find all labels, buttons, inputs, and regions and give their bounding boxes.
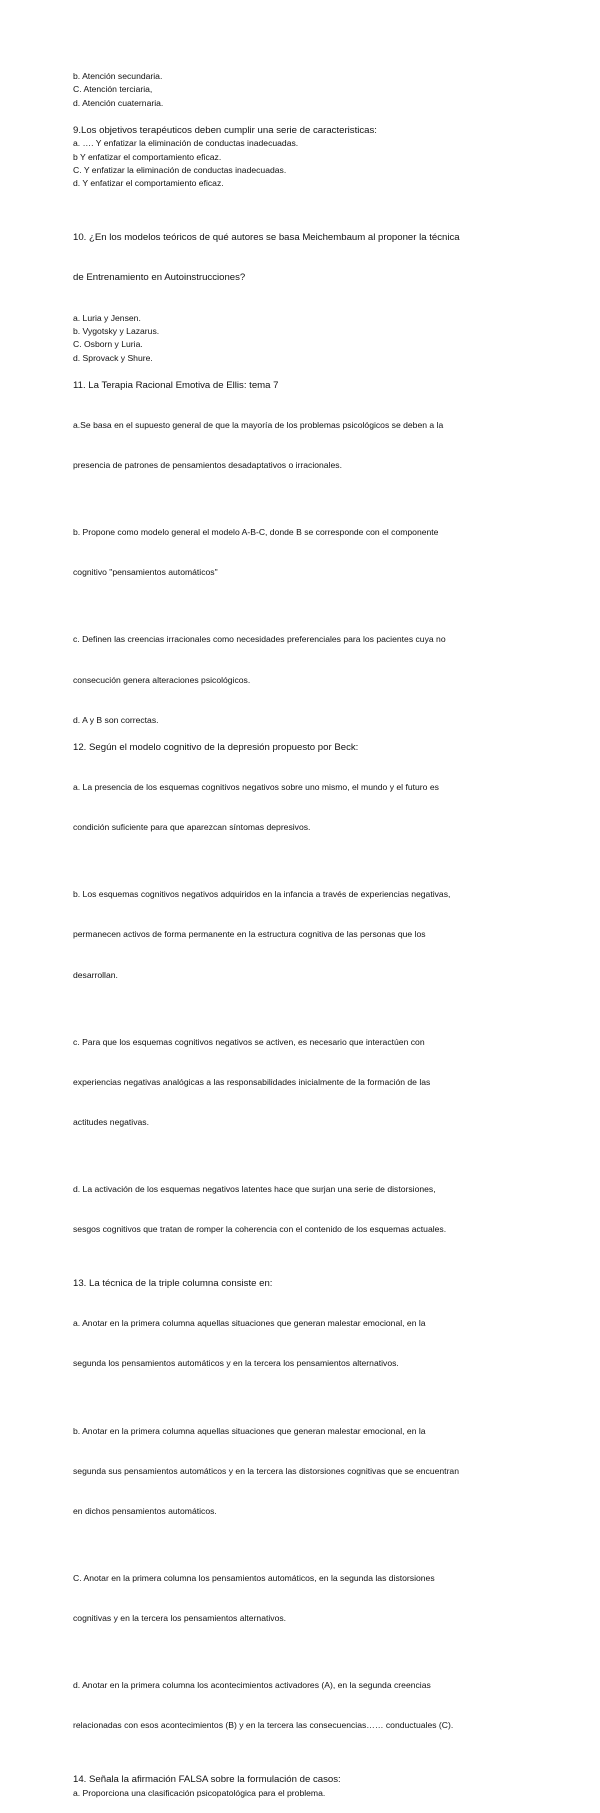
question-13-text: 13. La técnica de la triple columna consiste en: — [73, 1278, 273, 1290]
option-c: C. Atención terciaria, — [73, 84, 153, 95]
option-b: b. Atención secundaria. — [73, 71, 163, 81]
question-9-block — [73, 124, 533, 191]
option-a-line-1: a. La presencia de los esquemas cognitivos negativos sobre uno mismo, el mundo y el futuro es — [73, 781, 439, 792]
option-a — [73, 754, 533, 861]
option-d: d. Y enfatizar el comportamiento eficaz. — [73, 178, 224, 189]
question-14-block — [73, 1773, 533, 1800]
option-c-line-2: experiencias negativas analógicas a las responsabilidades inicialmente de la formación de las — [73, 1076, 431, 1087]
option-d-line-1: d. La activación de los esquemas negativos latentes hace que surjan una serie de distorsiones, — [73, 1184, 436, 1195]
option-d: d. Atención cuaternaria. — [73, 97, 164, 108]
option-d-line-2: sesgos cognitivos que tratan de romper la coherencia con el contenido de los esquemas actuales. — [73, 1224, 447, 1235]
option-a-line-1: a.Se basa en el supuesto general de que la mayoría de los problemas psicológicos se deben a la — [73, 419, 444, 430]
question-9-text: 9.Los objetivos terapéuticos deben cumplir una serie de caracteristicas: — [73, 124, 377, 136]
question-10-line-1: 10. ¿En los modelos teóricos de qué autores se basa Meichembaum al proponer la técnica — [73, 232, 460, 244]
option-a-line-1: a. Anotar en la primera columna aquellas situaciones que generan malestar emocional, en la — [73, 1318, 426, 1329]
option-d-line-1: d. Anotar en la primera columna los acontecimientos activadores (A), en la segunda creencias — [73, 1680, 431, 1691]
option-d-line-2: relacionadas con esos acontecimientos (B) y en la tercera las consecuencias…… conductuales (C). — [73, 1720, 454, 1731]
question-10-text — [73, 204, 533, 311]
option-c — [73, 607, 533, 714]
option-c-line-1: c. Para que los esquemas cognitivos negativos se activen, es necesario que interactúen con — [73, 1036, 425, 1047]
option-b-line-2: permanecen activos de forma permanente en la estructura cognitiva de las personas que los — [73, 929, 426, 940]
option-c-line-1: C. Anotar en la primera columna los pensamientos automáticos, en la segunda las distorsiones — [73, 1572, 435, 1583]
option-b-line-1: b. Los esquemas cognitivos negativos adquiridos en la infancia a través de experiencias negativas, — [73, 889, 451, 900]
question-11-text: 11. La Terapia Racional Emotiva de Ellis: tema 7 — [73, 379, 279, 391]
option-b-line-2: cognitivo "pensamientos automáticos" — [73, 567, 218, 578]
option-a-line-2: condición suficiente para que aparezcan síntomas depresivos. — [73, 822, 311, 833]
option-a: a. …. Y enfatizar la eliminación de conductas inadecuadas. — [73, 138, 299, 149]
option-c-line-1: c. Definen las creencias irracionales como necesidades preferenciales para los pacientes cuya no — [73, 634, 446, 645]
option-b-line-1: b. Propone como modelo general el modelo A-B-C, donde B se corresponde con el componente — [73, 527, 439, 538]
option-a-line-2: segunda los pensamientos automáticos y en la tercera los pensamientos alternativos. — [73, 1358, 399, 1369]
option-b: b Y enfatizar el comportamiento eficaz. — [73, 151, 222, 162]
question-10-line-2: de Entrenamiento en Autoinstrucciones? — [73, 272, 246, 284]
option-b: b. Vygotsky y Lazarus. — [73, 325, 160, 336]
option-c: C. Y enfatizar la eliminación de conductas inadecuadas. — [73, 164, 287, 175]
document-page — [73, 70, 533, 1813]
option-a: a. Proporciona una clasificación psicopatológica para el problema. — [73, 1787, 326, 1798]
option-d: d. Sprovack y Shure. — [73, 352, 153, 363]
option-b-line-1: b. Anotar en la primera columna aquellas situaciones que generan malestar emocional, en la — [73, 1425, 426, 1436]
option-d — [73, 1652, 533, 1759]
option-a-line-2: presencia de patrones de pensamientos desadaptativos o irracionales. — [73, 460, 342, 471]
question-10-block — [73, 204, 533, 365]
option-c — [73, 1545, 533, 1652]
option-b — [73, 499, 533, 606]
option-d — [73, 1156, 533, 1263]
question-13-block — [73, 1277, 533, 1760]
option-b-line-2: segunda sus pensamientos automáticos y en la tercera las distorsiones cognitivas que se encuentran — [73, 1465, 459, 1476]
option-c — [73, 1009, 533, 1156]
option-b — [73, 1398, 533, 1545]
question-8-options-block — [73, 70, 533, 110]
option-b — [73, 861, 533, 1008]
option-d: d. A y B son correctas. — [73, 714, 159, 725]
question-14-text: 14. Señala la afirmación FALSA sobre la formulación de casos: — [73, 1774, 341, 1786]
question-12-block — [73, 741, 533, 1264]
question-12-text: 12. Según el modelo cognitivo de la depresión propuesto por Beck: — [73, 741, 359, 753]
option-c-line-3: actitudes negativas. — [73, 1117, 149, 1128]
option-b-line-3: desarrollan. — [73, 969, 118, 980]
option-a — [73, 1290, 533, 1397]
option-a — [73, 392, 533, 499]
option-c-line-2: cognitivas y en la tercera los pensamientos alternativos. — [73, 1613, 287, 1624]
option-c: C. Osborn y Luria. — [73, 339, 143, 350]
question-11-block — [73, 379, 533, 728]
option-b-line-3: en dichos pensamientos automáticos. — [73, 1505, 217, 1516]
option-c-line-2: consecución genera alteraciones psicológicos. — [73, 674, 251, 685]
option-a: a. Luria y Jensen. — [73, 312, 141, 323]
